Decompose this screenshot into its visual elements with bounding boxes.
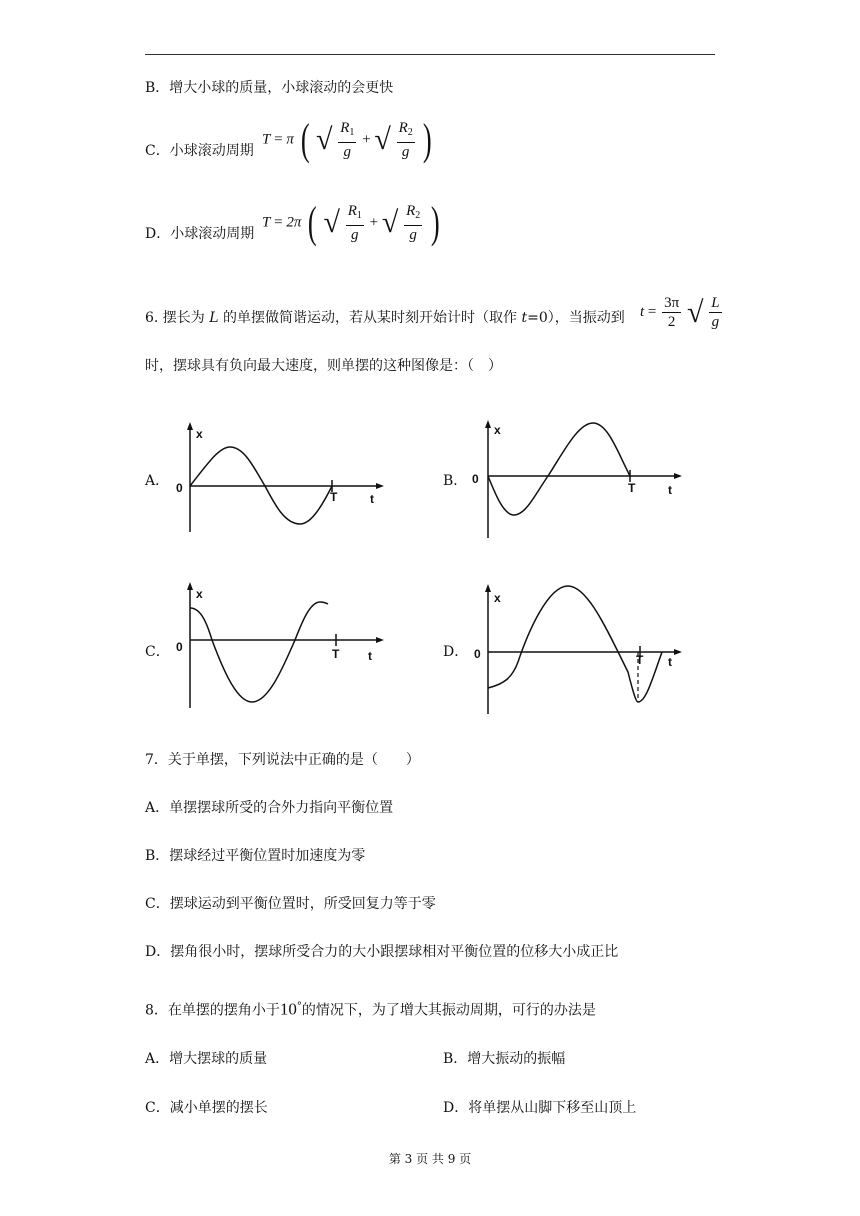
length-symbol: L (711, 295, 720, 311)
fraction-r2-g (404, 202, 422, 244)
q7-stem: 7．关于单摆，下列说法中正确的是（ ） (145, 752, 420, 768)
q8-option-c: C．减小单摆的摆长 (145, 1100, 268, 1116)
period-symbol: T (262, 214, 271, 231)
angle-value: 10 (279, 999, 297, 1019)
t-axis-label: t (370, 492, 374, 506)
sqrt-symbol: √ (686, 295, 704, 329)
q5-option-c-label: C．小球滚动周期 (145, 143, 254, 159)
equals-sign: = (274, 131, 283, 148)
graph-d (468, 582, 698, 717)
equals-sign: = (647, 303, 657, 320)
r2-symbol: R (406, 203, 416, 219)
right-paren: ) (423, 115, 433, 164)
right-paren: ) (430, 198, 440, 247)
period-label: T (636, 653, 644, 667)
q7-option-c: C．摆球运动到平衡位置时，所受回复力等于零 (145, 896, 436, 912)
x-axis-arrow (674, 473, 682, 479)
header-rule (145, 54, 715, 55)
fraction-r1-g (346, 202, 364, 244)
q8-option-a: A．增大摆球的质量 (145, 1051, 268, 1067)
x-axis-label: x (196, 587, 203, 601)
origin-label: 0 (176, 640, 183, 654)
t-axis-label: t (668, 655, 672, 669)
fraction-3pi-2 (662, 294, 681, 331)
sqrt-symbol: √ (381, 206, 399, 239)
r1-subscript: 1 (356, 210, 362, 221)
plus-sign: + (369, 214, 379, 231)
origin-label: 0 (472, 472, 479, 486)
r2-symbol: R (398, 120, 408, 136)
t-axis-label: t (668, 483, 672, 497)
fraction-r2-g (397, 119, 415, 161)
x-axis-label: x (494, 423, 501, 437)
x-axis-arrow (376, 637, 384, 643)
time-zero: =0 (527, 310, 548, 326)
plus-sign: + (362, 131, 371, 148)
r2-subscript: 2 (415, 210, 421, 221)
period-symbol: T (262, 131, 271, 148)
page-footer: 第 3 页 共 9 页 (388, 1152, 472, 1166)
q8-stem-prefix: 8．在单摆的摆角小于 (145, 1002, 280, 1019)
q8-option-b: B．增大振动的振幅 (443, 1051, 566, 1067)
y-axis-arrow (485, 584, 491, 592)
q8-stem-suffix: 的情况下，为了增大其振动周期，可行的办法是 (301, 1002, 596, 1019)
q5-option-d-label: D．小球滚动周期 (145, 226, 255, 242)
q6-stem-line2: 时，摆球具有负向最大速度，则单摆的这种图像是：（ ） (145, 358, 502, 374)
x-axis-label: x (494, 591, 501, 605)
x-axis-arrow (674, 649, 682, 655)
waveform (488, 423, 630, 515)
x-axis-label: x (196, 427, 203, 441)
q6-stem-prefix: 6. 摆长为 (145, 310, 210, 326)
q6-stem-line1 (145, 308, 625, 328)
time-symbol: t (640, 303, 645, 320)
fraction-numerator: 3π (664, 295, 680, 311)
waveform (190, 602, 328, 702)
g-symbol: g (401, 144, 410, 160)
fraction-l-g (709, 294, 721, 331)
q5-option-d-formula (262, 198, 443, 247)
period-label: T (330, 490, 338, 504)
time-symbol: t (521, 310, 528, 326)
q6-option-d-label: D． (443, 644, 469, 660)
sqrt-symbol: √ (374, 123, 391, 156)
q7-option-d: D．摆角很小时，摆球所受合力的大小跟摆球相对平衡位置的位移大小成正比 (145, 944, 619, 960)
graph-c (170, 580, 400, 710)
origin-label: 0 (176, 481, 183, 495)
two-pi-symbol: 2π (286, 214, 302, 231)
graph-a (170, 420, 400, 540)
left-paren: ( (300, 115, 310, 164)
g-symbol: g (343, 144, 352, 160)
t-axis-label: t (368, 649, 372, 663)
q6-option-c-label: C． (145, 644, 170, 660)
y-axis-arrow (485, 420, 491, 428)
r2-subscript: 2 (407, 127, 413, 138)
r1-symbol: R (340, 120, 350, 136)
q7-option-a: A．单摆摆球所受的合外力指向平衡位置 (145, 800, 394, 816)
q6-option-b-label: B． (443, 473, 468, 489)
degree-symbol: ° (296, 1001, 302, 1012)
g-symbol: g (351, 227, 359, 243)
sqrt-symbol: √ (323, 206, 340, 239)
period-label: T (332, 647, 340, 661)
pi-symbol: π (286, 131, 294, 148)
r1-symbol: R (347, 203, 357, 219)
sqrt-symbol: √ (315, 123, 333, 156)
y-axis-arrow (187, 582, 193, 590)
fraction-denominator: 2 (667, 314, 676, 330)
q7-option-b: B．摆球经过平衡位置时加速度为零 (145, 848, 366, 864)
origin-label: 0 (474, 647, 481, 661)
q5-option-b: B．增大小球的质量，小球滚动的会更快 (145, 80, 394, 96)
graph-b (468, 418, 698, 543)
period-label: T (628, 481, 636, 495)
length-symbol: L (209, 310, 219, 326)
waveform (488, 586, 662, 702)
equals-sign: = (274, 214, 283, 231)
fraction-r1-g (338, 119, 356, 161)
q8-option-d: D．将单摆从山脚下移至山顶上 (443, 1100, 637, 1116)
g-symbol: g (711, 314, 720, 330)
q6-stem-mid: 的单摆做简谐运动，若从某时刻开始计时（取作 (218, 310, 522, 326)
q5-option-c-formula (262, 115, 435, 164)
q6-stem-end: ），当振动到 (547, 310, 625, 326)
left-paren: ( (308, 198, 317, 247)
q6-option-a-label: A． (145, 473, 170, 489)
q6-time-formula (640, 294, 724, 331)
q8-stem (145, 997, 596, 1021)
g-symbol: g (409, 227, 417, 243)
x-axis-arrow (376, 483, 384, 489)
r1-subscript: 1 (349, 127, 355, 138)
y-axis-arrow (187, 422, 193, 430)
